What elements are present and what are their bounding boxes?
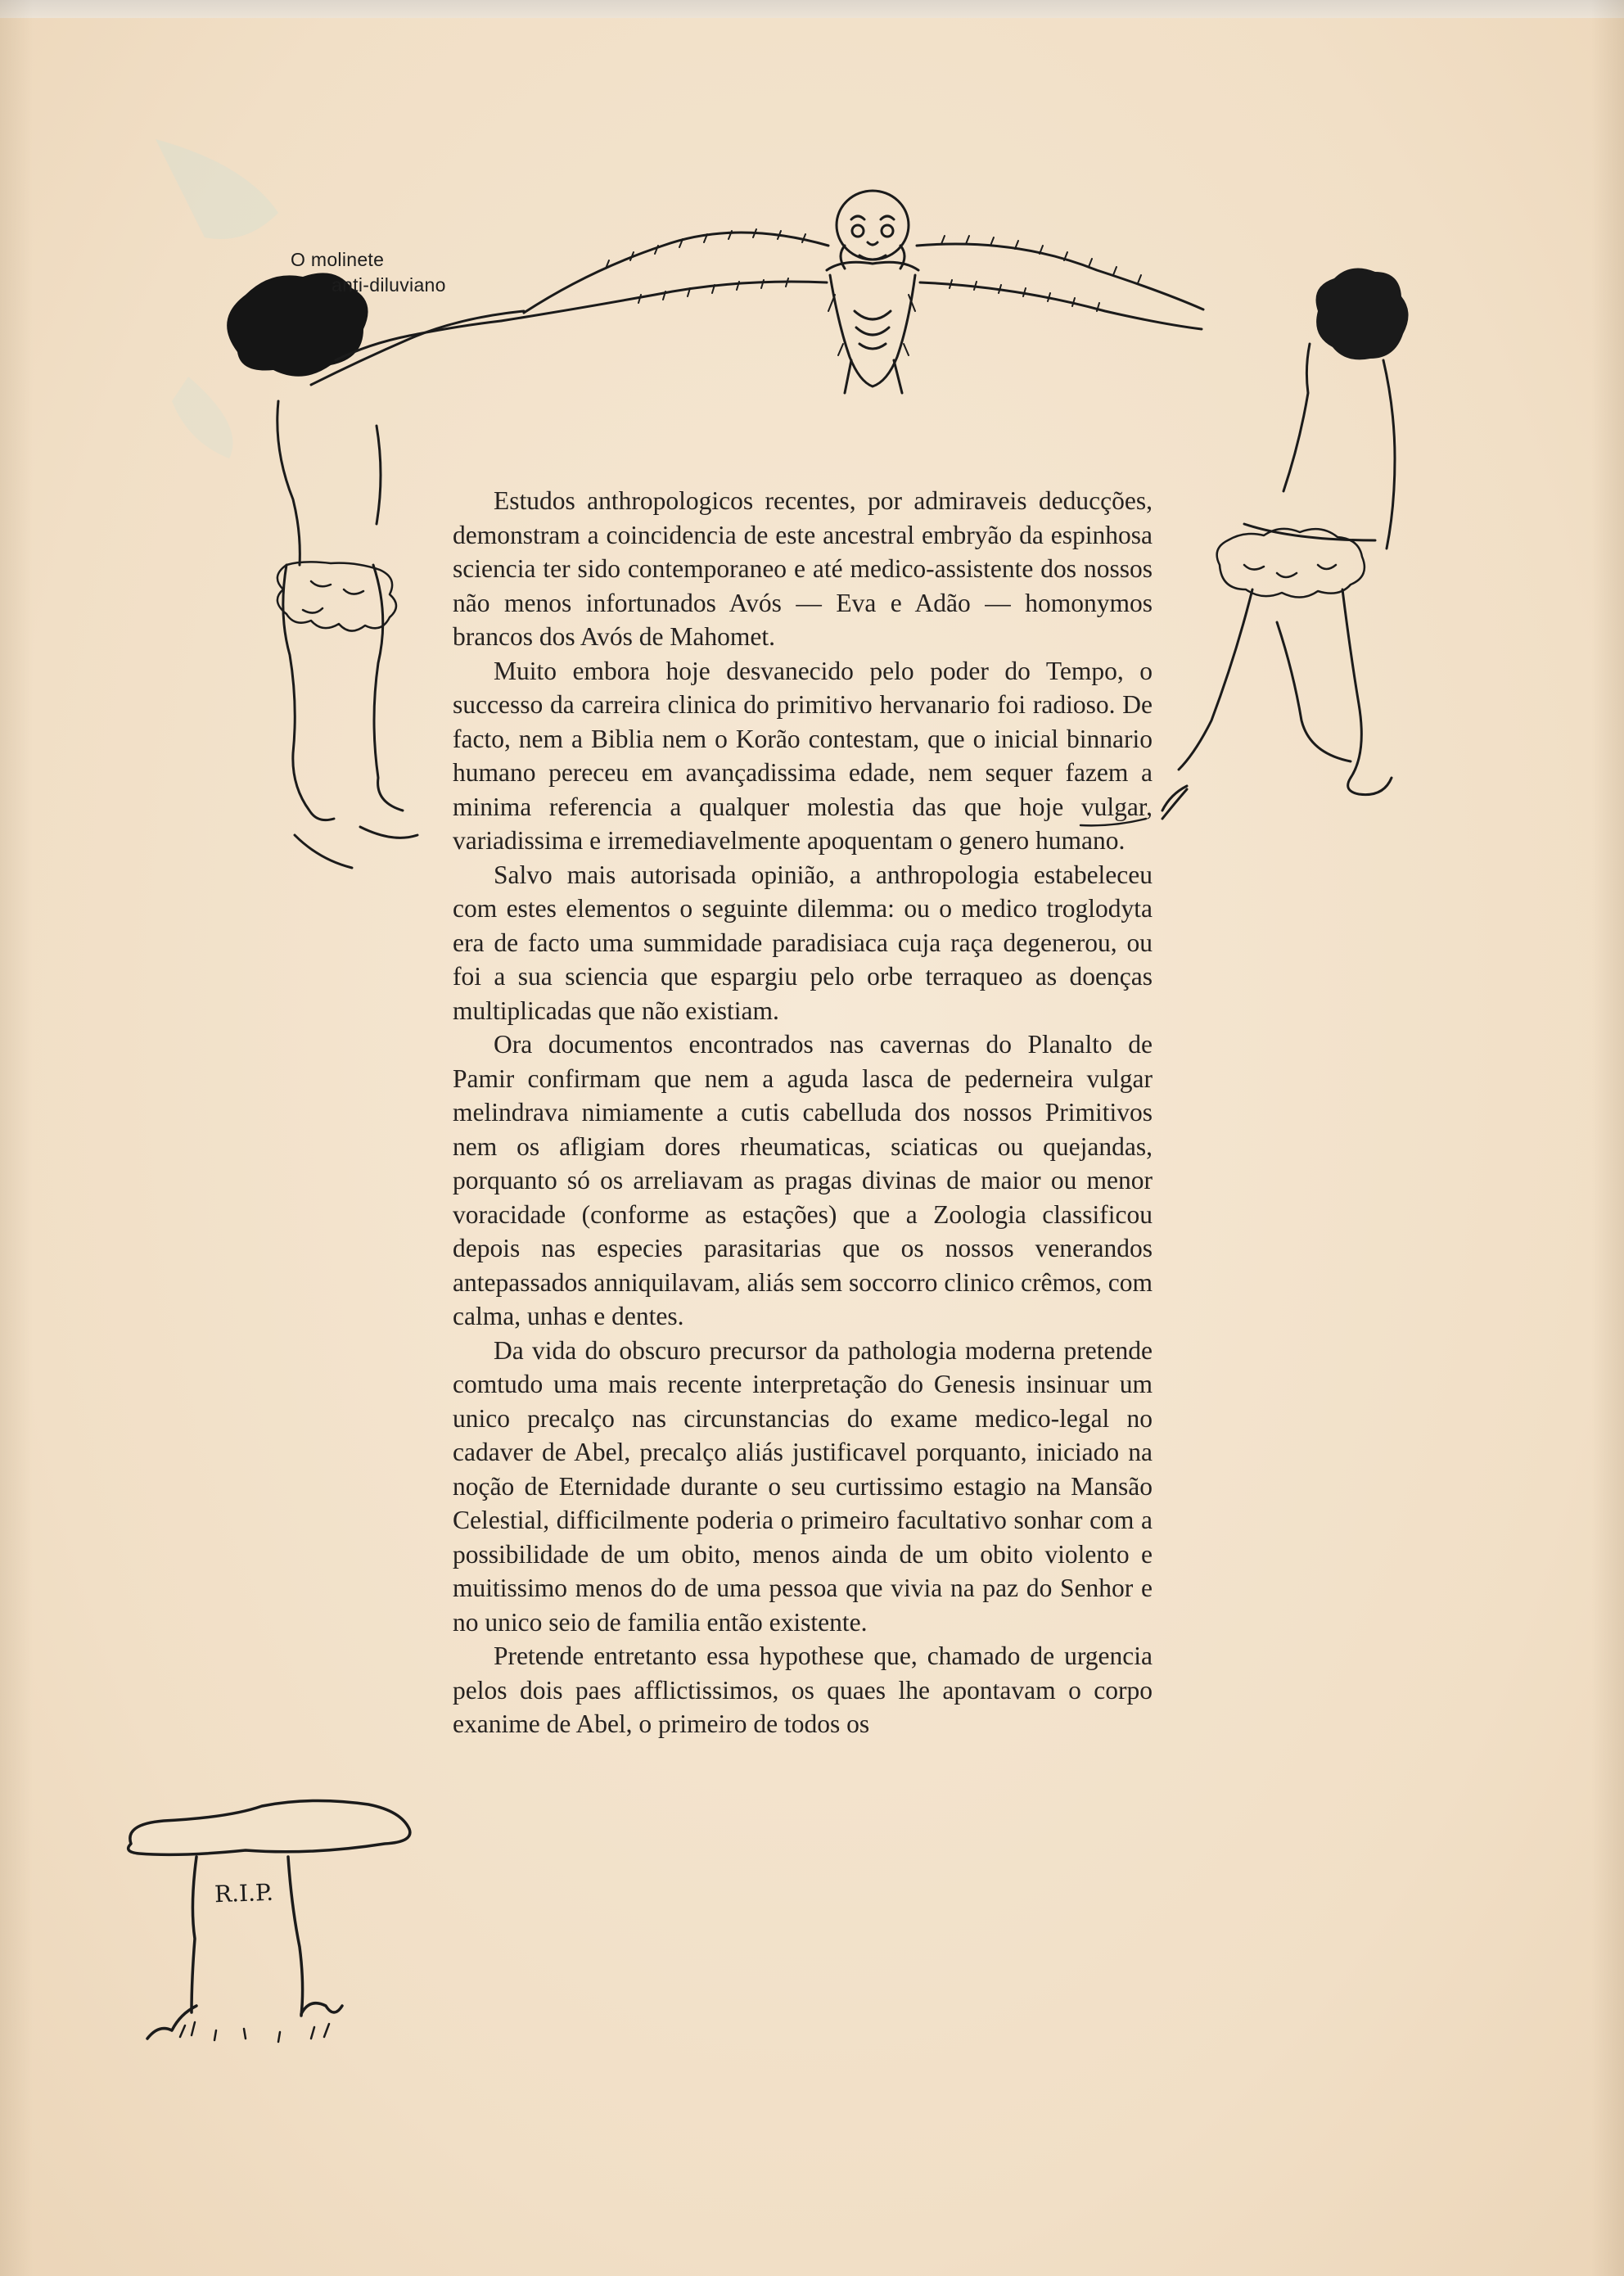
article-paragraph-3: Salvo mais autorisada opinião, a anthropologia estabeleceu com estes elementos o seguinte dilemma: ou o medico troglodyta era de facto uma summidade paradisiaca cuja raça degenerou, ou foi a sua sciencia que espargiu pelo orbe terraqueo as doenças multiplicadas que não existiam. (453, 860, 1153, 1025)
article-paragraph-2: Muito embora hoje desvanecido pelo poder do Tempo, o successo da carreira clinica do primitivo hervanario foi radioso. De facto, nem a Biblia nem o Korão contestam, que o inicial binnario humano pereceu em avançadissima edade, nem sequer fazem a minima referencia a qualquer molestia das que hoje vulgar, variadissima e irremediavelmente apoquentam o genero humano. (453, 656, 1153, 855)
doctor-figure (827, 191, 918, 393)
adam-hair (1316, 269, 1409, 360)
caption-line-2: anti-diluviano (332, 274, 446, 296)
article-paragraph-1: Estudos anthropologicos recentes, por admiraveis deducções, demonstram a coincidencia de este ancestral embryão da espinhosa sciencia ter sido contemporaneo e até medico-assistente dos nossos não menos infortunados Avós — Eva e Adão — homonymos brancos dos Avós de Mahomet. (453, 486, 1153, 651)
doctor-left-arms (501, 229, 828, 321)
tombstone-label: R.I.P. (214, 1878, 274, 1908)
doctor-right-arms (917, 236, 1203, 329)
article-body (453, 484, 1153, 1741)
tombstone-drawing (129, 1800, 410, 2042)
article-paragraph-6: Pretende entretanto essa hypothese que, chamado de urgencia pelos dois paes afflictissimos, os quaes lhe apontavam o corpo exanime de Abel, o primeiro de todos os (453, 1642, 1153, 1738)
article-paragraph-4: Ora documentos encontrados nas cavernas do Planalto de Pamir confirmam que nem a aguda lasca de pederneira vulgar melindrava nimiamente a cutis cabelluda dos nossos Primitivos nem os afligiam dores rheumaticas, sciaticas ou quejandas, porquanto só os arreliavam as pragas divinas de maior ou menor voracidade (conforme as estações) que a Zoologia classificou depois nas especies parasitarias que os nossos venerandos antepassados anniquilavam, aliás sem soccorro clinico crêmos, com calma, unhas e dentes. (453, 1030, 1153, 1330)
show-through-stain (156, 139, 278, 239)
figure-caption (291, 247, 446, 298)
caption-line-1: O molinete (291, 249, 385, 270)
eve-leaf-skirt (277, 562, 396, 630)
show-through-stain (172, 377, 232, 458)
article-paragraph-5: Da vida do obscuro precursor da pathologia moderna pretende comtudo uma mais recente interpretação do Genesis insinuar um unico precalço nas circunstancias do exame medico-legal no cadaver de Abel, precalço aliás justificavel porquanto, iniciado na noção de Eternidade durante o seu curtissimo estagio na Mansão Celestial, difficilmente poderia o primeiro facultativo sonhar com a possibilidade de um obito, menos ainda de um obito violento e muitissimo menos do de uma pessoa que vivia na paz do Senhor e no unico seio de familia então existente. (453, 1335, 1153, 1637)
